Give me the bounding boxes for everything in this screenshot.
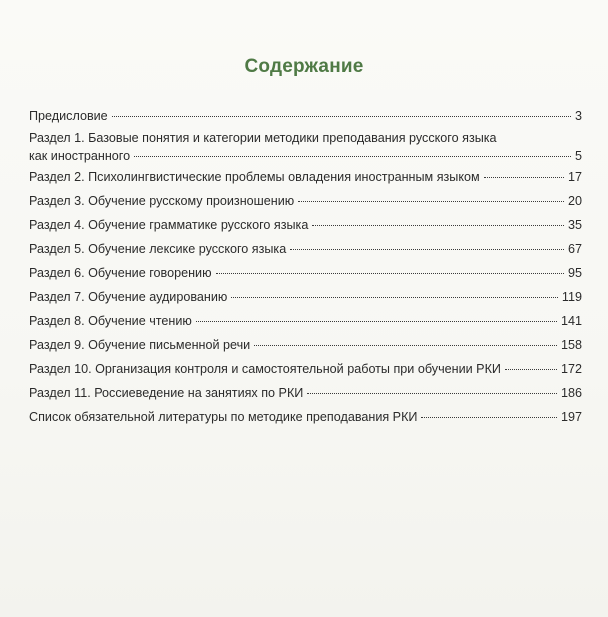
toc-entry-text: как иностранного: [29, 149, 131, 163]
toc-entry-text: Раздел 4. Обучение грамматике русского языка: [29, 218, 309, 232]
dot-leader: [216, 273, 564, 274]
toc-entry-bibliography: [29, 409, 582, 425]
toc-page-number: 95: [567, 266, 582, 280]
dot-leader: [505, 369, 557, 370]
toc-entry-text: Раздел 9. Обучение письменной речи: [29, 338, 251, 352]
toc-entry-text: Раздел 7. Обучение аудированию: [29, 290, 228, 304]
toc-page-number: 67: [567, 242, 582, 256]
toc-page-number: 141: [560, 314, 582, 328]
toc-page-number: 5: [574, 149, 582, 163]
toc-page-number: 3: [574, 109, 582, 123]
dot-leader: [254, 345, 557, 346]
dot-leader: [112, 116, 571, 117]
toc-entry-text-line1: Раздел 1. Базовые понятия и категории методики преподавания русского языка: [29, 131, 497, 145]
toc-entry-text: Предисловие: [29, 109, 108, 123]
toc-entry-text: Раздел 5. Обучение лексике русского языка: [29, 242, 287, 256]
toc-entry-section-8: [29, 313, 582, 329]
page-title: Содержание: [244, 56, 364, 77]
toc-entry-text: Раздел 6. Обучение говорению: [29, 266, 212, 280]
dot-leader: [290, 249, 564, 250]
toc-page-number: 20: [567, 194, 582, 208]
toc-page-number: 158: [560, 338, 582, 352]
dot-leader: [134, 156, 571, 157]
toc-page-number: 17: [567, 170, 582, 184]
toc-entry-section-2: [29, 169, 582, 185]
toc-entry-section-5: [29, 241, 582, 257]
dot-leader: [231, 297, 558, 298]
toc-page-number: 186: [560, 386, 582, 400]
toc-entry-section-4: [29, 217, 582, 233]
toc-page-number: 172: [560, 362, 582, 376]
toc-page-number: 35: [567, 218, 582, 232]
toc-entry-text: Раздел 3. Обучение русскому произношению: [29, 194, 295, 208]
toc-page-number: 197: [560, 410, 582, 424]
dot-leader: [307, 393, 557, 394]
toc-entry-section-3: [29, 193, 582, 209]
toc-entry-section-1: [29, 130, 582, 164]
toc-entry-text: Список обязательной литературы по методике преподавания РКИ: [29, 410, 418, 424]
dot-leader: [421, 417, 557, 418]
toc-entry-section-9: [29, 337, 582, 353]
toc-entry-preface: [29, 108, 582, 124]
toc-entry-section-10: [29, 361, 582, 377]
toc-entry-section-6: [29, 265, 582, 281]
toc-entry-text: Раздел 11. Россиеведение на занятиях по РКИ: [29, 386, 304, 400]
table-of-contents: [29, 108, 582, 425]
dot-leader: [312, 225, 564, 226]
dot-leader: [484, 177, 564, 178]
toc-entry-section-7: [29, 289, 582, 305]
dot-leader: [196, 321, 557, 322]
dot-leader: [298, 201, 564, 202]
toc-entry-text: Раздел 2. Психолингвистические проблемы овладения иностранным языком: [29, 170, 480, 184]
toc-page-number: 119: [561, 290, 582, 304]
toc-entry-text: Раздел 10. Организация контроля и самостоятельной работы при обучении РКИ: [29, 362, 501, 376]
toc-entry-text: Раздел 8. Обучение чтению: [29, 314, 192, 328]
toc-entry-section-11: [29, 385, 582, 401]
